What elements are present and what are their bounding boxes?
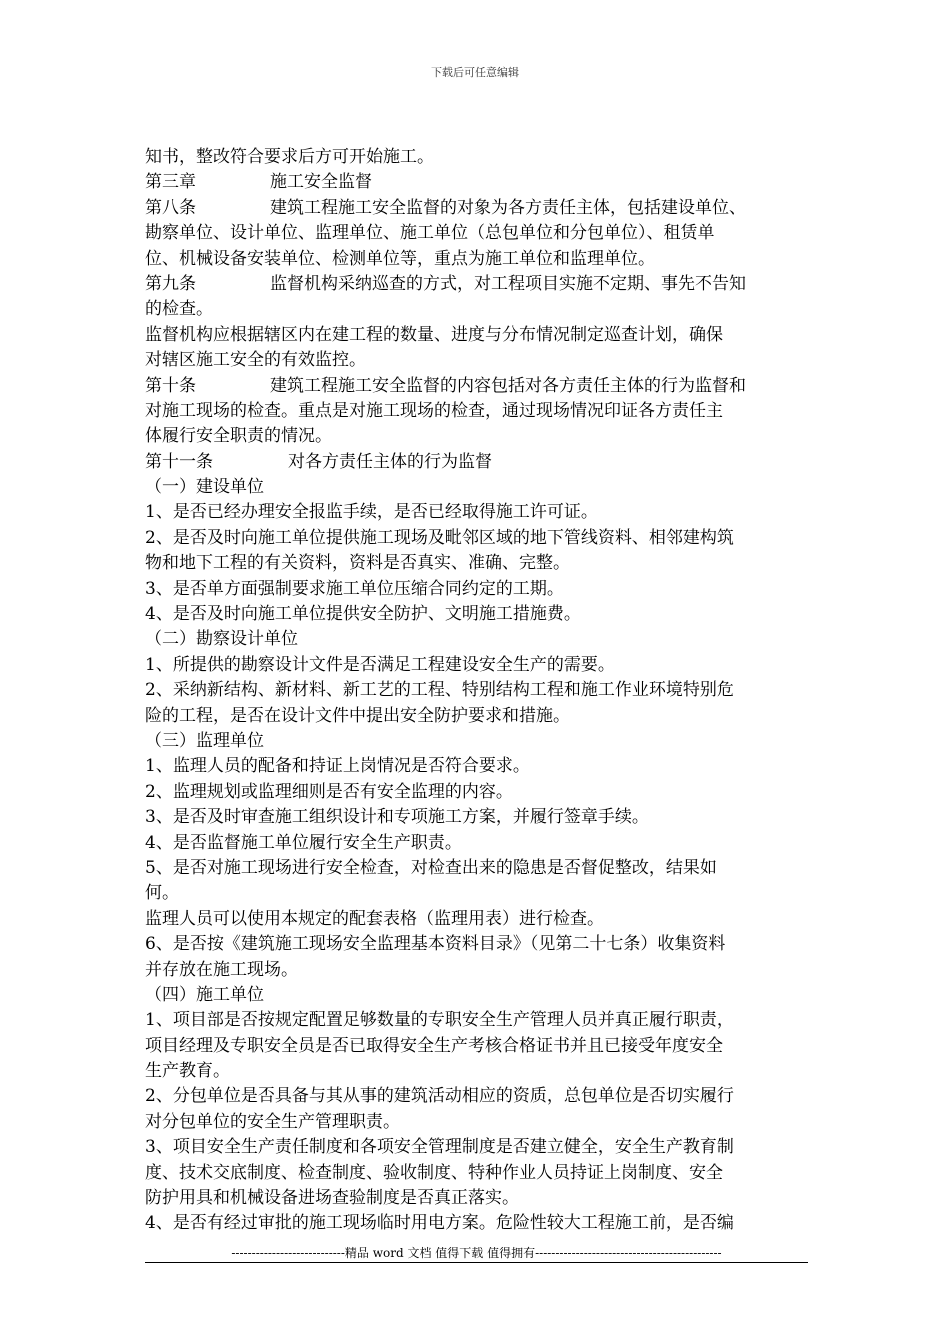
text-line: 对施工现场的检查。重点是对施工现场的检查，通过现场情况印证各方责任主: [145, 400, 723, 421]
article-text: 对各方责任主体的行为监督: [288, 451, 492, 472]
list-item: 2、监理规划或监理细则是否有安全监理的内容。: [145, 781, 513, 802]
section-heading: （二）勘察设计单位: [145, 629, 298, 650]
footer-divider: [145, 1262, 808, 1263]
text-line: 勘察单位、设计单位、监理单位、施工单位（总包单位和分包单位）、租赁单: [145, 223, 715, 244]
list-item: 3、是否单方面强制要求施工单位压缩合同约定的工期。: [145, 578, 564, 599]
article-label: 第十一条: [145, 451, 213, 472]
text-line: 监理人员可以使用本规定的配套表格（监理用表）进行检查。: [145, 908, 604, 929]
text-line: 何。: [145, 883, 179, 904]
list-item: 1、项目部是否按规定配置足够数量的专职安全生产管理人员并真正履行职责，: [145, 1010, 734, 1031]
list-item: 4、是否监督施工单位履行安全生产职责。: [145, 832, 462, 853]
chapter-heading: [145, 170, 810, 195]
article-text: 建筑工程施工安全监督的内容包括对各方责任主体的行为监督和: [270, 375, 746, 396]
text-line: 体履行安全职责的情况。: [145, 426, 332, 447]
chapter-label: 第三章: [145, 172, 196, 193]
document-body: [145, 145, 810, 1237]
text-line: 知书，整改符合要求后方可开始施工。: [145, 147, 434, 167]
list-item: 3、是否及时审查施工组织设计和专项施工方案，并履行签章手续。: [145, 807, 649, 828]
list-item: 1、所提供的勘察设计文件是否满足工程建设安全生产的需要。: [145, 654, 615, 675]
list-item: 1、是否已经办理安全报监手续，是否已经取得施工许可证。: [145, 502, 598, 523]
chapter-title: 施工安全监督: [270, 172, 372, 193]
page-footer: ----------------------------精品 word 文档 值得下载 值得拥有----------------------------------------------: [231, 1246, 722, 1260]
list-item: 2、采纳新结构、新材料、新工艺的工程、特别结构工程和施工作业环境特别危: [145, 680, 734, 701]
text-line: 对辖区施工安全的有效监控。: [145, 350, 366, 371]
list-item: 5、是否对施工现场进行安全检查，对检查出来的隐患是否督促整改，结果如: [145, 857, 717, 878]
article-10: [145, 374, 810, 399]
page-header: 下载后可任意编辑: [431, 66, 519, 79]
text-line: 并存放在施工现场。: [145, 959, 298, 980]
text-line: 险的工程，是否在设计文件中提出安全防护要求和措施。: [145, 705, 570, 726]
list-item: 4、是否及时向施工单位提供安全防护、文明施工措施费。: [145, 604, 581, 625]
list-item: 2、分包单位是否具备与其从事的建筑活动相应的资质，总包单位是否切实履行: [145, 1086, 734, 1107]
list-item: 3、项目安全生产责任制度和各项安全管理制度是否建立健全，安全生产教育制: [145, 1137, 734, 1158]
article-11: [145, 450, 810, 475]
text-line: 物和地下工程的有关资料，资料是否真实、准确、完整。: [145, 553, 570, 574]
text-line: 对分包单位的安全生产管理职责。: [145, 1111, 400, 1132]
list-item: 1、监理人员的配备和持证上岗情况是否符合要求。: [145, 756, 530, 777]
text-line: 的检查。: [145, 299, 213, 320]
article-9: [145, 272, 810, 297]
list-item: 6、是否按《建筑施工现场安全监理基本资料目录》（见第二十七条）收集资料: [145, 934, 726, 955]
section-heading: （三）监理单位: [145, 730, 264, 751]
article-label: 第九条: [145, 273, 196, 294]
text-line: 位、机械设备安装单位、检测单位等，重点为施工单位和监理单位。: [145, 248, 655, 269]
list-item: 4、是否有经过审批的施工现场临时用电方案。危险性较大工程施工前，是否编: [145, 1213, 734, 1234]
text-line: 防护用具和机械设备进场查验制度是否真正落实。: [145, 1188, 519, 1209]
section-heading: （一）建设单位: [145, 477, 264, 498]
section-heading: （四）施工单位: [145, 984, 264, 1005]
article-8: [145, 196, 810, 221]
text-line: 生产教育。: [145, 1061, 230, 1082]
article-text: 监督机构采纳巡查的方式，对工程项目实施不定期、事先不告知: [270, 273, 746, 294]
article-label: 第十条: [145, 375, 196, 396]
text-line: 度、技术交底制度、检查制度、验收制度、特种作业人员持证上岗制度、安全: [145, 1162, 723, 1183]
article-label: 第八条: [145, 197, 196, 218]
text-line: 监督机构应根据辖区内在建工程的数量、进度与分布情况制定巡查计划，确保: [145, 324, 723, 345]
text-line: 项目经理及专职安全员是否已取得安全生产考核合格证书并且已接受年度安全: [145, 1035, 723, 1056]
article-text: 建筑工程施工安全监督的对象为各方责任主体，包括建设单位、: [270, 197, 746, 218]
list-item: 2、是否及时向施工单位提供施工现场及毗邻区域的地下管线资料、相邻建构筑: [145, 527, 734, 548]
